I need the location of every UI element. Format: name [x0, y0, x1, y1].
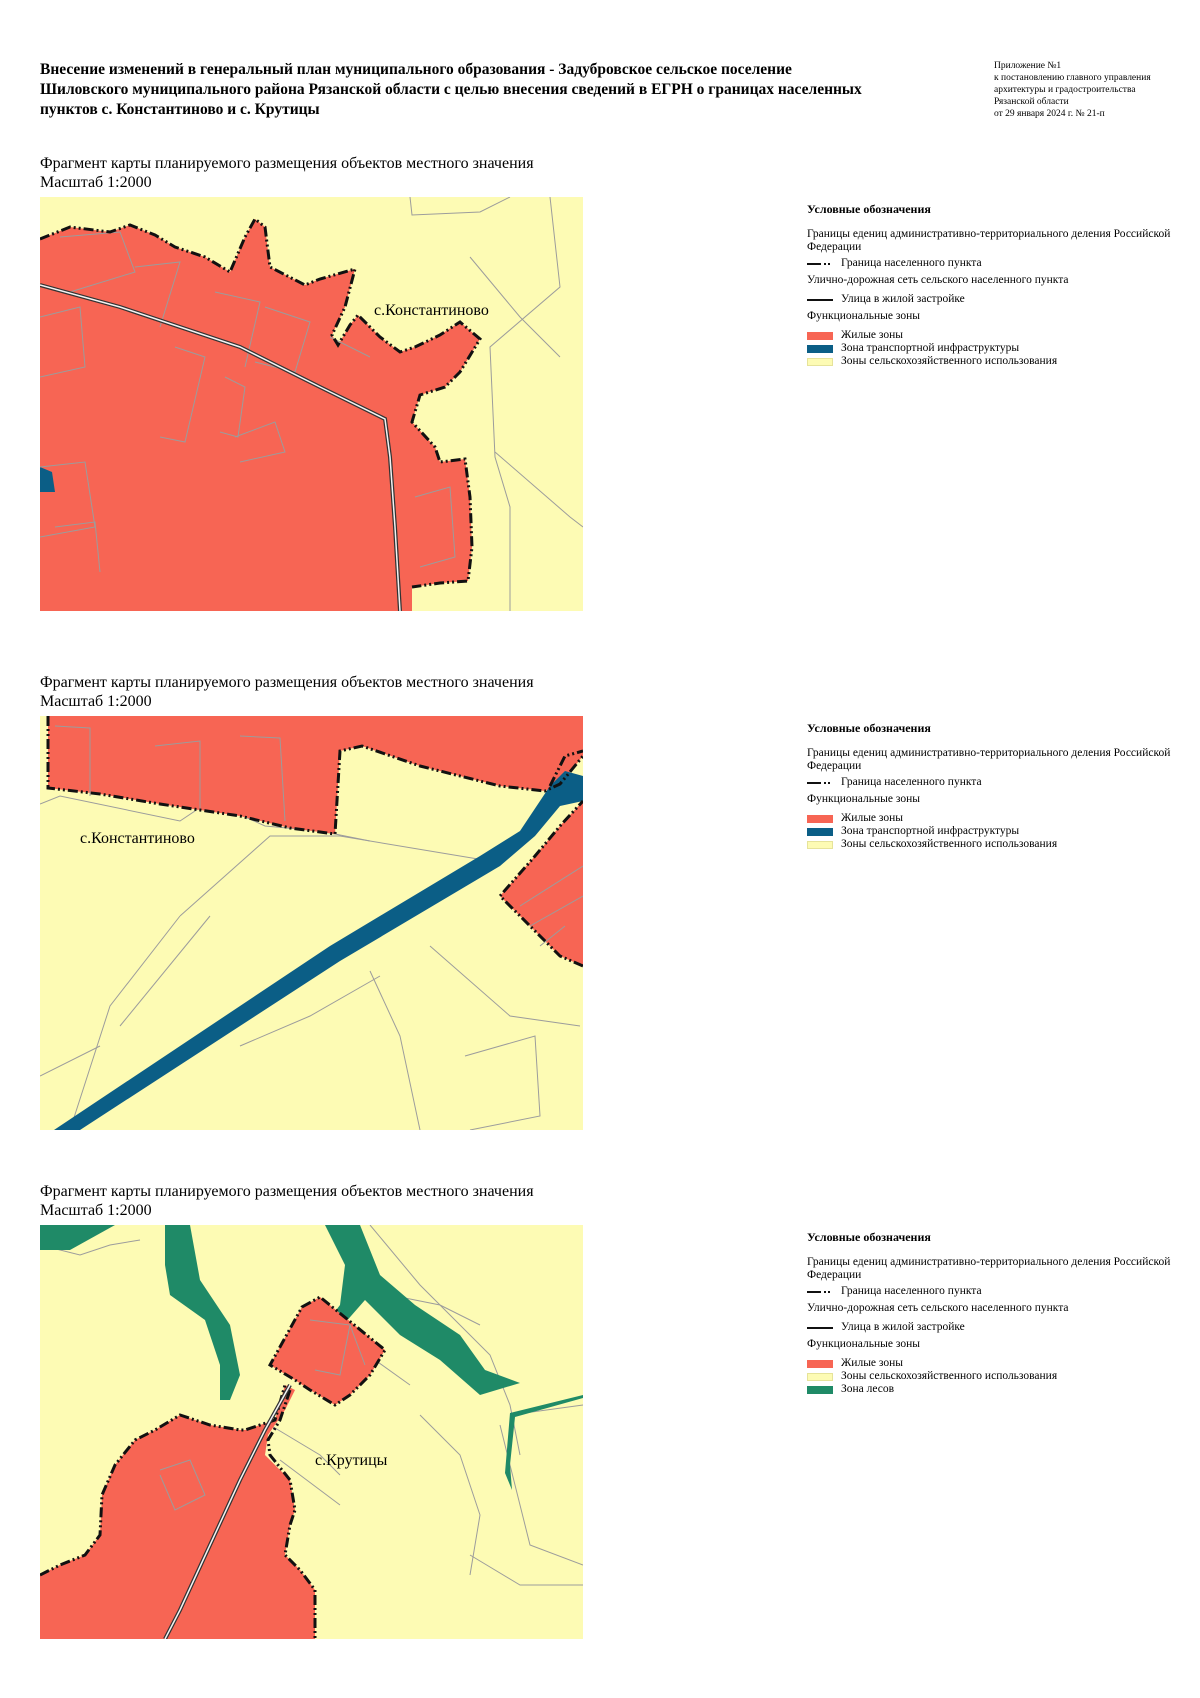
title-line-2: Шиловского муниципального района Рязанской области с целью внесения сведений в ЕГРН о границах населенных	[40, 81, 862, 98]
legend-label: Улица в жилой застройке	[841, 1321, 965, 1333]
boundary-symbol	[807, 1291, 833, 1293]
legend-label: Улица в жилой застройке	[841, 293, 965, 305]
fragment-scale: Масштаб 1:2000	[40, 174, 152, 191]
appendix-line: к постановлению главного управления	[994, 73, 1151, 83]
residential-swatch	[807, 332, 833, 340]
legend-title: Условные обозначения	[807, 721, 931, 735]
legend-item	[807, 1285, 1177, 1298]
map-canvas[interactable]	[40, 716, 583, 1130]
legend-label: Граница населенного пункта	[841, 776, 982, 788]
legend-title: Условные обозначения	[807, 1230, 931, 1244]
place-label: с.Констaнтиново	[374, 302, 489, 319]
fragment-title: Фрагмент карты планируемого размещения объектов местного значения	[40, 674, 534, 691]
map-fragment-1[interactable]	[40, 197, 583, 611]
legend-fragment-2	[807, 722, 1177, 851]
appendix-line: от 29 января 2024 г. № 21-п	[994, 109, 1105, 119]
legend-item	[807, 838, 1177, 851]
legend-item	[807, 812, 1177, 825]
boundary-symbol	[807, 782, 833, 784]
legend-item	[807, 1370, 1177, 1383]
legend-fragment-1	[807, 203, 1177, 368]
legend-label: Граница населенного пункта	[841, 1285, 982, 1297]
legend-item	[807, 355, 1177, 368]
forest-swatch	[807, 1386, 833, 1394]
appendix-line: архитектуры и градостроительства	[994, 85, 1136, 95]
map-fragment-2[interactable]	[40, 716, 583, 1130]
legend-item	[807, 1383, 1177, 1396]
place-label: с.Крутицы	[315, 1452, 388, 1469]
legend-label: Зоны сельскохозяйственного использования	[841, 355, 1058, 367]
legend-item	[807, 1321, 1177, 1334]
title-line-1: Внесение изменений в генеральный план муниципального образования - Задубровское сельское поселение	[40, 61, 792, 78]
legend-item	[807, 825, 1177, 838]
legend-label: Жилые зоны	[841, 1357, 904, 1369]
fragment-title: Фрагмент карты планируемого размещения объектов местного значения	[40, 155, 534, 172]
residential-swatch	[807, 815, 833, 823]
legend-title: Условные обозначения	[807, 202, 931, 216]
legend-group: Границы едениц административно-территориального деления Российской Федерации	[807, 228, 1171, 253]
fragment-2-heading	[40, 673, 534, 711]
fragment-3-heading	[40, 1182, 534, 1220]
legend-label: Граница населенного пункта	[841, 257, 982, 269]
legend-item	[807, 342, 1177, 355]
legend-group: Улично-дорожная сеть сельского населенного пункта	[807, 274, 1069, 286]
legend-label: Жилые зоны	[841, 812, 904, 824]
document-title	[40, 60, 975, 120]
legend-group: Функциональные зоны	[807, 1338, 920, 1350]
agricultural-swatch	[807, 841, 833, 849]
fragment-1-heading	[40, 154, 534, 192]
legend-label: Зоны сельскохозяйственного использования	[841, 1370, 1058, 1382]
legend-label: Зона лесов	[841, 1383, 895, 1395]
appendix-note	[994, 60, 1194, 120]
map-fragment-3[interactable]	[40, 1225, 583, 1639]
legend-group: Границы едениц административно-территориального деления Российской Федерации	[807, 1256, 1171, 1281]
legend-item	[807, 1357, 1177, 1370]
appendix-line: Приложение №1	[994, 61, 1062, 71]
boundary-symbol	[807, 263, 833, 265]
street-symbol	[807, 1327, 833, 1329]
legend-group: Улично-дорожная сеть сельского населенного пункта	[807, 1302, 1069, 1314]
residential-swatch	[807, 1360, 833, 1368]
fragment-scale: Масштаб 1:2000	[40, 693, 152, 710]
legend-label: Зона транспортной инфраструктуры	[841, 825, 1020, 837]
legend-fragment-3	[807, 1231, 1177, 1396]
legend-group: Границы едениц административно-территориального деления Российской Федерации	[807, 747, 1171, 772]
title-line-3: пунктов с. Констaнтиново и с. Крутицы	[40, 101, 320, 118]
appendix-line: Рязанской области	[994, 97, 1069, 107]
legend-label: Зона транспортной инфраструктуры	[841, 342, 1020, 354]
fragment-scale: Масштаб 1:2000	[40, 1202, 152, 1219]
fragment-title: Фрагмент карты планируемого размещения объектов местного значения	[40, 1183, 534, 1200]
transport-swatch	[807, 345, 833, 353]
legend-group: Функциональные зоны	[807, 793, 920, 805]
legend-label: Зоны сельскохозяйственного использования	[841, 838, 1058, 850]
legend-item	[807, 257, 1177, 270]
transport-swatch	[807, 828, 833, 836]
legend-item	[807, 329, 1177, 342]
street-symbol	[807, 299, 833, 301]
agricultural-swatch	[807, 358, 833, 366]
agricultural-swatch	[807, 1373, 833, 1381]
place-label: с.Констaнтиново	[80, 830, 195, 847]
map-canvas[interactable]	[40, 197, 583, 611]
map-canvas[interactable]	[40, 1225, 583, 1639]
legend-item	[807, 776, 1177, 789]
legend-group: Функциональные зоны	[807, 310, 920, 322]
legend-label: Жилые зоны	[841, 329, 904, 341]
legend-item	[807, 293, 1177, 306]
